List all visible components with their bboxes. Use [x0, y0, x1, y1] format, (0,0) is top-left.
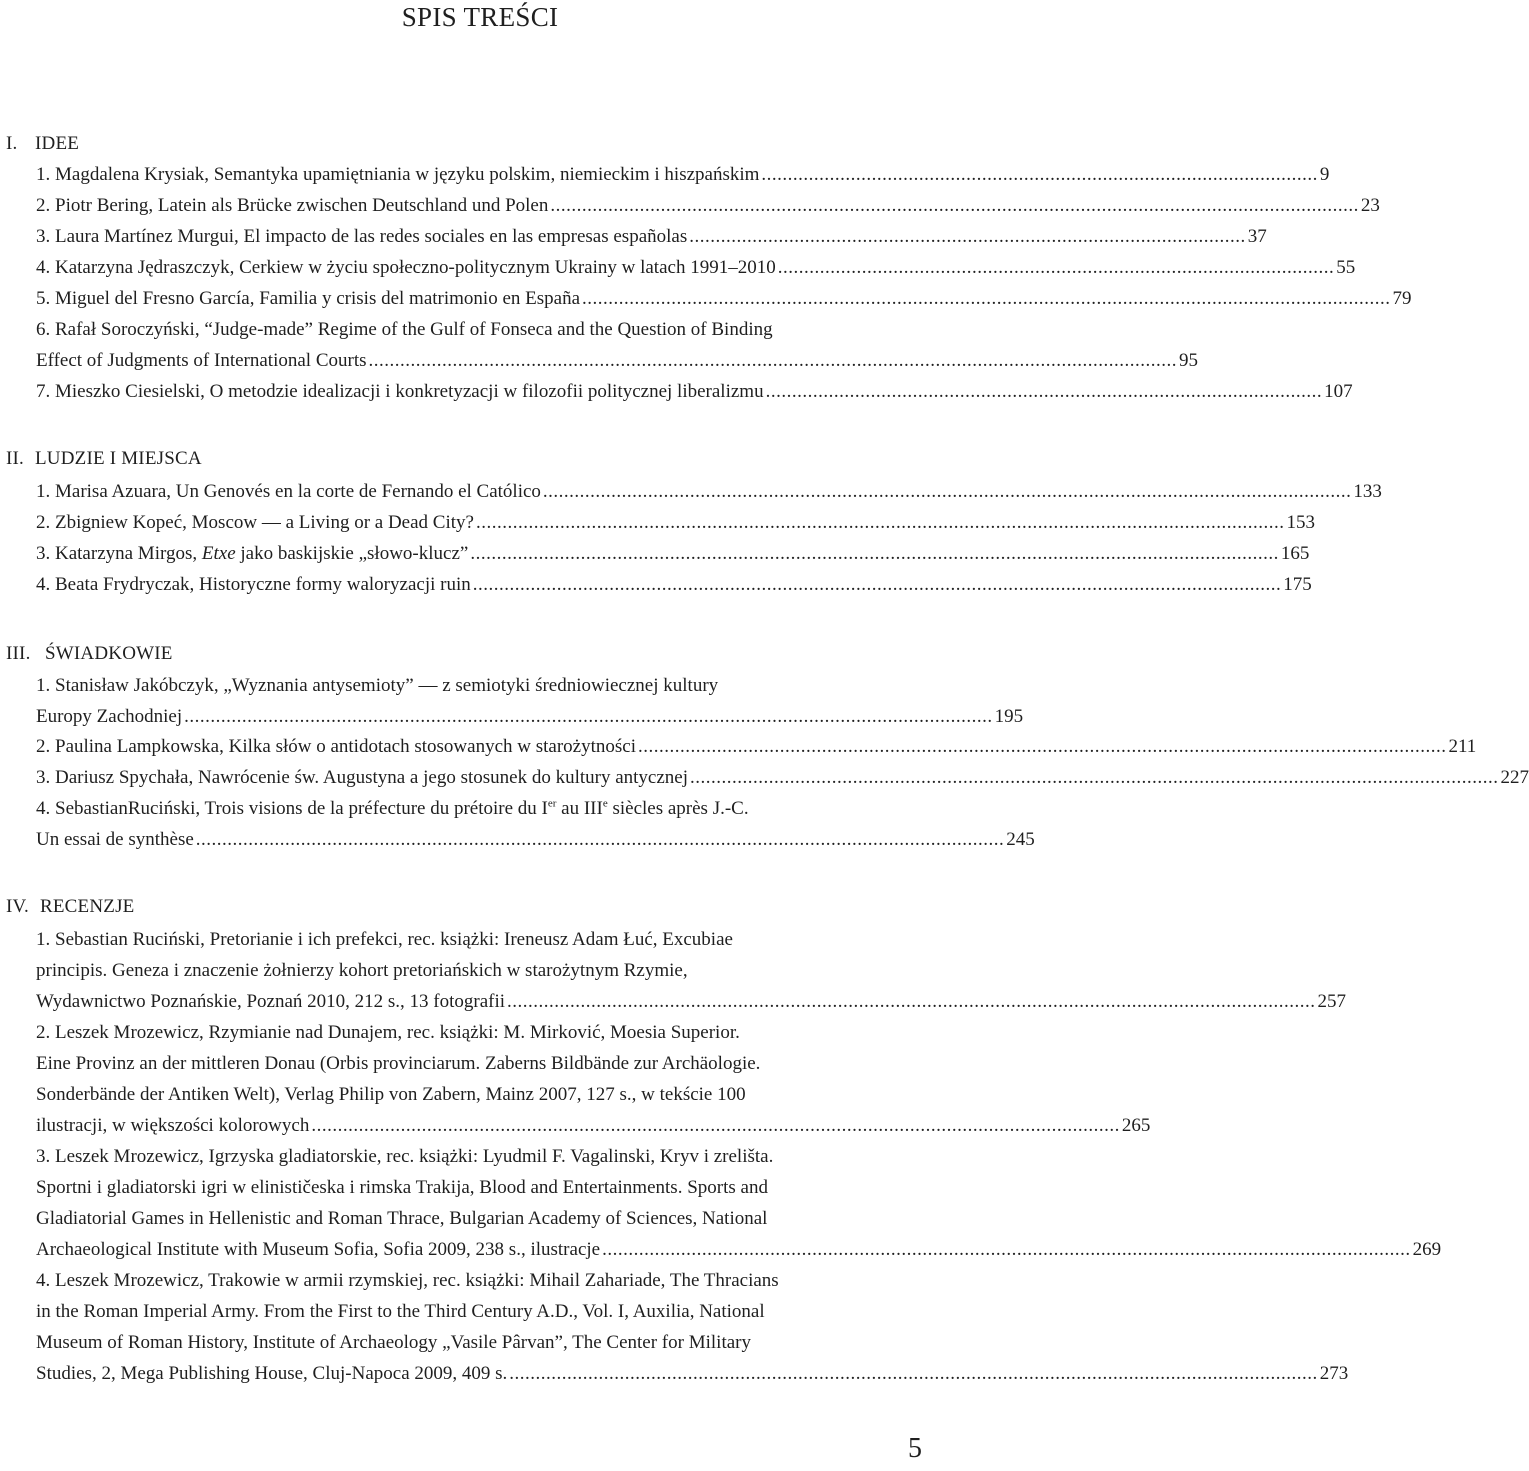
- entry-text: 2. Paulina Lampkowska, Kilka słów o antidotach stosowanych w starożytności: [36, 736, 636, 757]
- page-number: 5: [908, 1433, 922, 1464]
- toc-entry[interactable]: [36, 508, 1315, 538]
- toc-entry-lead: principis. Geneza i znaczenie żołnierzy kohort pretoriańskich w starożytnym Rzymie,: [36, 960, 688, 981]
- leader-dots: ..........................................................................................................................................................: [550, 195, 1359, 216]
- entry-text: 5. Miguel del Fresno García, Familia y crisis del matrimonio en España: [36, 288, 581, 309]
- entry-page: 9: [1319, 164, 1330, 185]
- leader-dots: ..........................................................................................................: [765, 381, 1323, 402]
- entry-text: 4. Katarzyna Jędraszczyk, Cerkiew w życiu społeczno-politycznym Ukrainy w latach 1991–2010: [36, 257, 776, 278]
- section-label: LUDZIE I MIEJSCA: [35, 448, 202, 469]
- section-number: III.: [6, 643, 31, 664]
- leader-dots: ..........................................................................................................................................................: [637, 736, 1447, 757]
- leader-dots: ..........................................................................................................................................................: [582, 288, 1391, 309]
- leader-dots: ..........................................................................................................................................................: [368, 350, 1177, 371]
- leader-dots: ..........................................................................................................................................................: [472, 574, 1282, 595]
- leader-dots: ..........................................................................................................................................................: [602, 1239, 1411, 1260]
- leader-dots: ..........................................................................................................................................................: [509, 1363, 1318, 1384]
- leader-dots: ..........................................................................................................: [761, 164, 1318, 185]
- entry-text: 1. Magdalena Krysiak, Semantyka upamiętniania w języku polskim, niemieckim i hiszpańskim: [36, 164, 760, 185]
- leader-dots: ..........................................................................................................................................................: [542, 481, 1352, 502]
- toc-entry-lead: 6. Rafał Soroczyński, “Judge-made” Regime of the Gulf of Fonseca and the Question of Binding: [36, 319, 773, 340]
- entry-text: Wydawnictwo Poznańskie, Poznań 2010, 212 s., 13 fotografii: [36, 991, 506, 1012]
- entry-page: 175: [1283, 574, 1312, 595]
- toc-entry-lead: Sportni i gladiatorski igri w elinističeska i rimska Trakija, Blood and Entertainments. Sports and: [36, 1177, 768, 1198]
- entry-text: 2. Piotr Bering, Latein als Brücke zwischen Deutschland und Polen: [36, 195, 549, 216]
- section-label: ŚWIADKOWIE: [45, 643, 173, 664]
- entry-text: 1. Marisa Azuara, Un Genovés en la corte de Fernando el Católico: [36, 481, 541, 502]
- entry-page: 273: [1319, 1363, 1349, 1384]
- toc-entry-lead: 1. Stanisław Jakóbczyk, „Wyznania antysemioty” — z semiotyki średniowiecznej kultury: [36, 675, 719, 696]
- section-number: I.: [6, 133, 18, 154]
- leader-dots: ..........................................................................................................................................................: [507, 991, 1316, 1012]
- entry-text: Archaeological Institute with Museum Sofia, Sofia 2009, 238 s., ilustracje: [36, 1239, 601, 1260]
- toc-entry-lead: Gladiatorial Games in Hellenistic and Roman Thrace, Bulgarian Academy of Sciences, National: [36, 1208, 768, 1229]
- section-number: IV.: [6, 896, 29, 917]
- entry-page: 23: [1360, 195, 1380, 216]
- entry-page: 265: [1121, 1115, 1151, 1136]
- toc-entry-lead: Sonderbände der Antiken Welt), Verlag Philip von Zabern, Mainz 2007, 127 s., w tekście 100: [36, 1084, 746, 1105]
- entry-page: 37: [1247, 226, 1267, 247]
- entry-text: 3. Laura Martínez Murgui, El impacto de las redes sociales en las empresas españolas: [36, 226, 688, 247]
- entry-page: 165: [1280, 543, 1310, 564]
- entry-text: 3. Katarzyna Mirgos, Etxe jako baskijskie „słowo-klucz”: [36, 543, 469, 564]
- entry-page: 133: [1353, 481, 1382, 502]
- entry-page: 107: [1324, 381, 1353, 402]
- entry-page: 195: [994, 706, 1024, 727]
- toc-entry-lead: Museum of Roman History, Institute of Archaeology „Vasile Pârvan”, The Center for Military: [36, 1332, 751, 1353]
- section-heading-ludzie-i-miejsca: [6, 448, 202, 470]
- leader-dots: ..........................................................................................................................................................: [184, 706, 993, 727]
- toc-entry[interactable]: [36, 570, 1312, 600]
- entry-page: 95: [1179, 350, 1198, 371]
- leader-dots: ..........................................................................................................................................................: [475, 512, 1285, 533]
- leader-dots: ..........................................................................................................................................................: [195, 829, 1005, 850]
- toc-entry-lead: in the Roman Imperial Army. From the First to the Third Century A.D., Vol. I, Auxilia, National: [36, 1301, 765, 1322]
- toc-entry[interactable]: [36, 763, 1529, 793]
- entry-page: 211: [1448, 736, 1477, 757]
- toc-entry[interactable]: [36, 1111, 1151, 1141]
- entry-text: 7. Mieszko Ciesielski, O metodzie idealizacji i konkretyzacji w filozofii politycznej liberalizmu: [36, 381, 764, 402]
- toc-entry[interactable]: [36, 1235, 1442, 1265]
- toc-entry[interactable]: [36, 284, 1412, 314]
- leader-dots: ..........................................................................................................................................................: [470, 543, 1279, 564]
- toc-entry-lead: 4. SebastianRuciński, Trois visions de la préfecture du prétoire du Ier au IIIe siècles après J.-C.: [36, 797, 749, 819]
- leader-dots: ..........................................................................................................: [777, 257, 1335, 278]
- toc-entry[interactable]: [36, 1359, 1349, 1389]
- section-number: II.: [6, 448, 25, 469]
- toc-entry[interactable]: [36, 702, 1024, 732]
- entry-text: Studies, 2, Mega Publishing House, Cluj-Napoca 2009, 409 s.: [36, 1363, 508, 1384]
- section-heading-idee: [6, 133, 79, 155]
- toc-entry[interactable]: [36, 222, 1267, 252]
- leader-dots: ..........................................................................................................................................................: [690, 767, 1499, 788]
- entry-page: 79: [1392, 288, 1412, 309]
- entry-text: 3. Dariusz Spychała, Nawrócenie św. Augustyna a jego stosunek do kultury antycznej: [36, 767, 688, 788]
- section-heading-recenzje: [6, 896, 135, 918]
- toc-entry[interactable]: [36, 539, 1310, 569]
- toc-entry-lead: Eine Provinz an der mittleren Donau (Orbis provinciarum. Zaberns Bildbände zur Archäologie.: [36, 1053, 761, 1074]
- entry-text: Europy Zachodniej: [36, 706, 183, 727]
- toc-entry[interactable]: [36, 253, 1356, 283]
- entry-page: 55: [1336, 257, 1356, 278]
- page-title: SPIS TREŚCI: [401, 2, 559, 32]
- toc-entry[interactable]: [36, 987, 1347, 1017]
- toc-entry-lead: 3. Leszek Mrozewicz, Igrzyska gladiatorskie, rec. książki: Lyudmil F. Vagalinski, Kryv i zrelišta.: [36, 1146, 774, 1167]
- entry-page: 153: [1286, 512, 1315, 533]
- entry-text: Un essai de synthèse: [36, 829, 194, 850]
- entry-text: ilustracji, w większości kolorowych: [36, 1115, 310, 1136]
- toc-entry-lead: 2. Leszek Mrozewicz, Rzymianie nad Dunajem, rec. książki: M. Mirković, Moesia Superior.: [36, 1022, 740, 1043]
- entry-page: 227: [1500, 767, 1529, 788]
- leader-dots: ..........................................................................................................................................................: [311, 1115, 1120, 1136]
- entry-page: 257: [1317, 991, 1347, 1012]
- leader-dots: ..........................................................................................................: [689, 226, 1246, 247]
- toc-entry[interactable]: [36, 825, 1035, 855]
- section-label: RECENZJE: [40, 896, 135, 917]
- toc-entry[interactable]: [36, 477, 1382, 507]
- entry-text: 2. Zbigniew Kopeć, Moscow — a Living or a Dead City?: [36, 512, 474, 533]
- section-label: IDEE: [35, 133, 80, 154]
- toc-entry-lead: 4. Leszek Mrozewicz, Trakowie w armii rzymskiej, rec. książki: Mihail Zahariade, The Thracians: [36, 1270, 779, 1291]
- section-heading-swiadkowie: [6, 643, 173, 665]
- toc-entry[interactable]: [36, 732, 1477, 762]
- entry-page: 269: [1412, 1239, 1442, 1260]
- entry-text: 4. Beata Frydryczak, Historyczne formy waloryzacji ruin: [36, 574, 471, 595]
- toc-entry[interactable]: [36, 346, 1198, 376]
- toc-entry[interactable]: [36, 160, 1330, 190]
- toc-entry[interactable]: [36, 377, 1353, 407]
- entry-text: Effect of Judgments of International Courts: [36, 350, 367, 371]
- entry-page: 245: [1006, 829, 1035, 850]
- toc-entry[interactable]: [36, 191, 1380, 221]
- toc-entry-lead: 1. Sebastian Ruciński, Pretorianie i ich prefekci, rec. książki: Ireneusz Adam Łuć, Excubiae: [36, 929, 733, 950]
